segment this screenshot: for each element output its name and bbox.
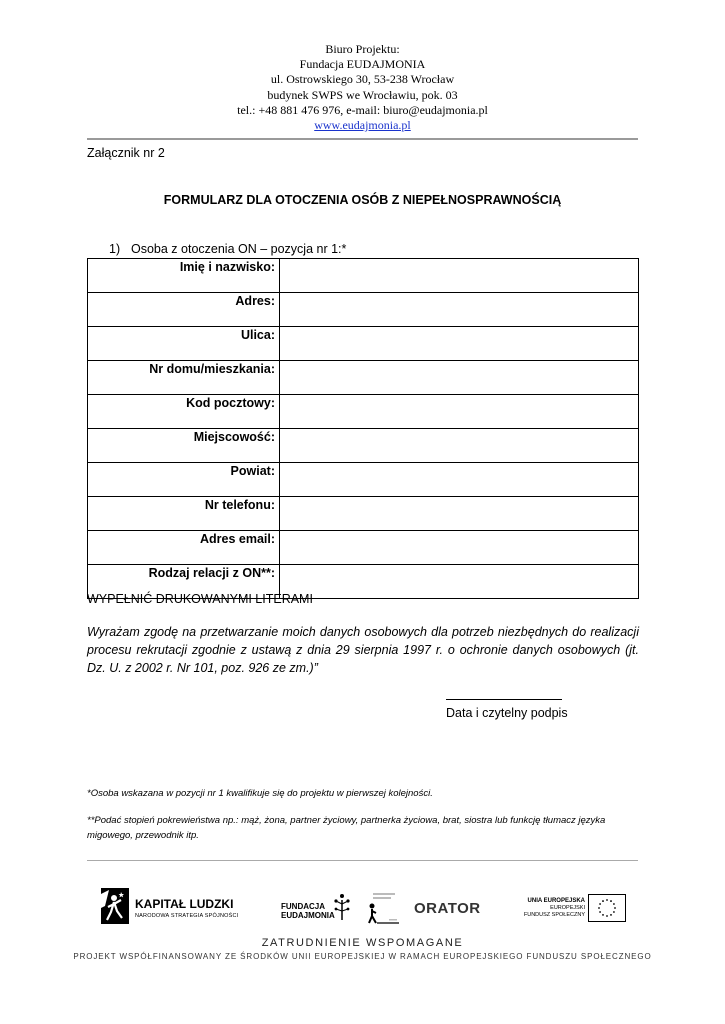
eu-star-icon [613, 911, 615, 913]
form-row [88, 259, 639, 293]
sponsor-logos [95, 880, 635, 932]
eu-star-icon [599, 911, 601, 913]
fundacja-eudajmonia-name [281, 902, 335, 920]
letterhead [0, 42, 725, 133]
email-field[interactable] [280, 531, 639, 565]
field-label: Adres email: [88, 531, 280, 565]
program-name: ZATRUDNIENIE WSPOMAGANE [261, 937, 464, 949]
form-row [88, 531, 639, 565]
eu-fund-text [505, 898, 585, 919]
eu-star-icon [598, 907, 600, 909]
consent-statement: Wyrażam zgodę na przetwarzanie moich danych osobowych dla potrzeb niezbędnych do realizacji procesu rekrutacji zgodnie z ustawą z dnia 29 sierpnia 1997 r. o ochronie danych osobowych (jt. Dz. U. z 2002 r. Nr 101, poz. 926 ze zm.)” [87, 625, 639, 675]
foundation-walker-logo-icon [365, 892, 401, 926]
letterhead-line: tel.: +48 881 476 976, e-mail: biuro@eudajmonia.pl [237, 102, 488, 117]
eu-line: FUNDUSZ SPOŁECZNY [523, 912, 585, 918]
section-label: Osoba z otoczenia ON – pozycja nr 1:* [131, 242, 347, 256]
name-field[interactable] [280, 259, 639, 293]
field-label: Powiat: [88, 463, 280, 497]
eu-star-icon [613, 903, 615, 905]
kapital-ludzki-logo-icon [95, 886, 131, 926]
field-label: Kod pocztowy: [88, 395, 280, 429]
letterhead-line: Fundacja EUDAJMONIA [299, 57, 426, 72]
form-row [88, 497, 639, 531]
form-row [88, 361, 639, 395]
fill-instruction: WYPEŁNIĆ DRUKOWANYMI LITERAMI [87, 592, 313, 606]
eu-flag-icon [588, 894, 626, 922]
address-field[interactable] [280, 293, 639, 327]
eu-line: UNIA EUROPEJSKA [527, 898, 585, 904]
field-label: Nr domu/mieszkania: [88, 361, 280, 395]
form-row [88, 463, 639, 497]
city-field[interactable] [280, 429, 639, 463]
eu-star-icon [610, 900, 612, 902]
field-label: Rodzaj relacji z ON**: [88, 565, 280, 599]
eudajmonia-tree-icon [333, 892, 351, 922]
fundacja-line: EUDAJMONIA [281, 911, 335, 920]
eu-star-icon [606, 915, 608, 917]
house-number-field[interactable] [280, 361, 639, 395]
form-row [88, 395, 639, 429]
footnote-2: **Podać stopień pokrewieństwa np.: mąż, żona, partner życiowy, partnerka życiowa, brat, siostra lub funkcję tłumacz języka migowego, przewodnik itp. [87, 815, 606, 841]
letterhead-line: Biuro Projektu: [325, 42, 400, 56]
kapital-ludzki-name: KAPITAŁ LUDZKI [135, 897, 234, 911]
eu-star-icon [602, 914, 604, 916]
street-field[interactable] [280, 327, 639, 361]
attachment-number: Załącznik nr 2 [87, 146, 165, 160]
eu-line: EUROPEJSKI [550, 905, 585, 911]
field-label: Nr telefonu: [88, 497, 280, 531]
field-label: Imię i nazwisko: [88, 259, 280, 293]
eu-star-icon [602, 900, 604, 902]
eu-star-icon [599, 903, 601, 905]
signature-line [446, 699, 562, 700]
phone-field[interactable] [280, 497, 639, 531]
form-row [88, 429, 639, 463]
field-label: Ulica: [88, 327, 280, 361]
orator-logo: ORATOR [414, 900, 481, 917]
fundacja-line: FUNDACJA [281, 902, 325, 911]
header-divider [87, 138, 638, 140]
relation-field[interactable] [280, 565, 639, 599]
eu-star-icon [614, 907, 616, 909]
section-number: 1) [109, 242, 121, 256]
field-label: Adres: [88, 293, 280, 327]
eu-star-icon [606, 899, 608, 901]
footnote-1: *Osoba wskazana w pozycji nr 1 kwalifikuje się do projektu w pierwszej kolejności. [87, 788, 433, 799]
field-label: Miejscowość: [88, 429, 280, 463]
eu-star-icon [610, 914, 612, 916]
section-heading [109, 242, 346, 256]
footer-divider [87, 860, 638, 861]
website-link[interactable]: www.eudajmonia.pl [314, 118, 411, 133]
postal-code-field[interactable] [280, 395, 639, 429]
county-field[interactable] [280, 463, 639, 497]
letterhead-line: ul. Ostrowskiego 30, 53-238 Wrocław [270, 72, 455, 87]
letterhead-line: budynek SWPS we Wrocławiu, pok. 03 [267, 87, 458, 102]
signature-label: Data i czytelny podpis [446, 706, 568, 720]
kapital-ludzki-subtitle: NARODOWA STRATEGIA SPÓJNOŚCI [135, 913, 239, 919]
form-row [88, 293, 639, 327]
cofinancing-statement: PROJEKT WSPÓŁFINANSOWANY ZE ŚRODKÓW UNII EUROPEJSKIEJ W RAMACH EUROPEJSKIEGO FUNDUSZU SPOŁECZNEGO [73, 952, 652, 961]
form-row [88, 327, 639, 361]
person-form-table [87, 258, 639, 599]
form-title: FORMULARZ DLA OTOCZENIA OSÓB Z NIEPEŁNOSPRAWNOŚCIĄ [163, 193, 562, 207]
